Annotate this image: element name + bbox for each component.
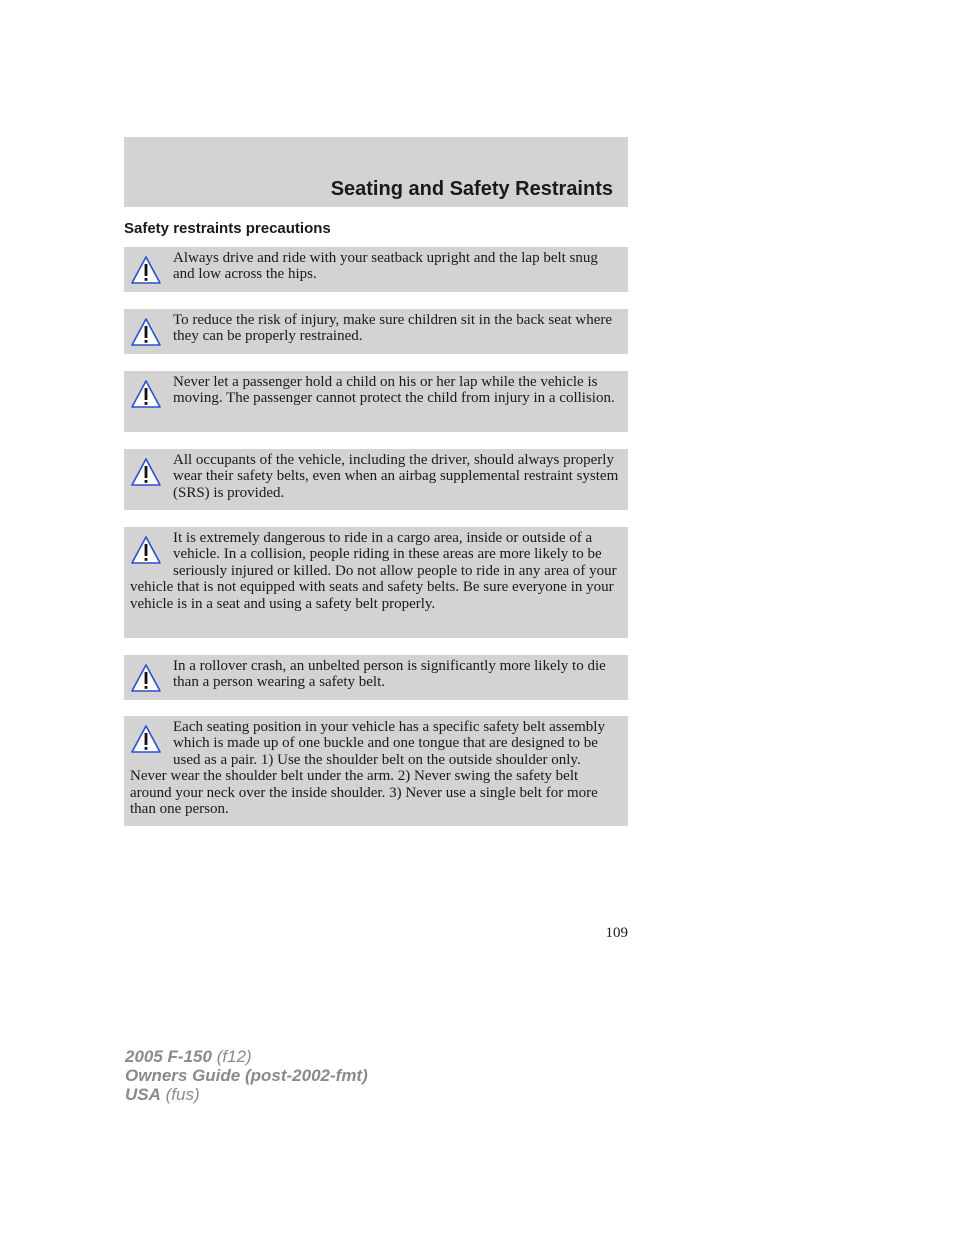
section-header-band (124, 137, 628, 207)
footer-line-model: 2005 F-150 (f12) (125, 1047, 252, 1066)
warning-box-2 (124, 309, 628, 354)
warning-box-7 (124, 716, 628, 826)
warning-text: To reduce the risk of injury, make sure children sit in the back seat where they can be properly restrained. (173, 312, 613, 345)
warning-box-5 (124, 527, 628, 638)
warning-triangle-icon (130, 457, 162, 487)
warning-text: All occupants of the vehicle, including the driver, should always properly wear their safety belts, even when an airbag supplemental restraint system (SRS) is provided. (173, 452, 619, 501)
warning-box-3 (124, 371, 628, 432)
warning-triangle-icon (130, 317, 162, 347)
footer-line-guide: Owners Guide (post-2002-fmt) (125, 1066, 368, 1085)
warning-text: It is extremely dangerous to ride in a cargo area, inside or outside of a vehicle. In a collision, people riding in these areas are more likely to be seriously injured or killed. Do not allow people to ride in any area of your vehicle that is not equipped with seats and safety belts. Be sure everyone in your vehicle is in a seat and using a safety belt properly. (130, 530, 617, 612)
warning-box-4 (124, 449, 628, 510)
footer-line-market: USA (fus) (125, 1085, 200, 1104)
warning-triangle-icon (130, 255, 162, 285)
document-footer (125, 1047, 368, 1104)
page-number: 109 (605, 925, 628, 941)
warning-triangle-icon (130, 535, 162, 565)
section-heading: Safety restraints precautions (124, 220, 331, 237)
warning-text: Always drive and ride with your seatback upright and the lap belt snug and low across the hips. (173, 250, 598, 283)
warning-text: In a rollover crash, an unbelted person is significantly more likely to die than a person wearing a safety belt. (173, 658, 606, 691)
warning-box-1 (124, 247, 628, 292)
page-title: Seating and Safety Restraints (330, 178, 613, 200)
warning-text: Each seating position in your vehicle has a specific safety belt assembly which is made up of one buckle and one tongue that are designed to be used as a pair. 1) Use the shoulder belt on the outside shoulder only. Never wear the shoulder belt under the arm. 2) Never swing the safety belt around your neck over the inside shoulder. 3) Never use a single belt for more than one person. (130, 719, 605, 818)
warning-triangle-icon (130, 379, 162, 409)
warning-box-6 (124, 655, 628, 700)
warning-triangle-icon (130, 724, 162, 754)
warning-triangle-icon (130, 663, 162, 693)
warning-text: Never let a passenger hold a child on his or her lap while the vehicle is moving. The passenger cannot protect the child from injury in a collision. (173, 374, 615, 407)
